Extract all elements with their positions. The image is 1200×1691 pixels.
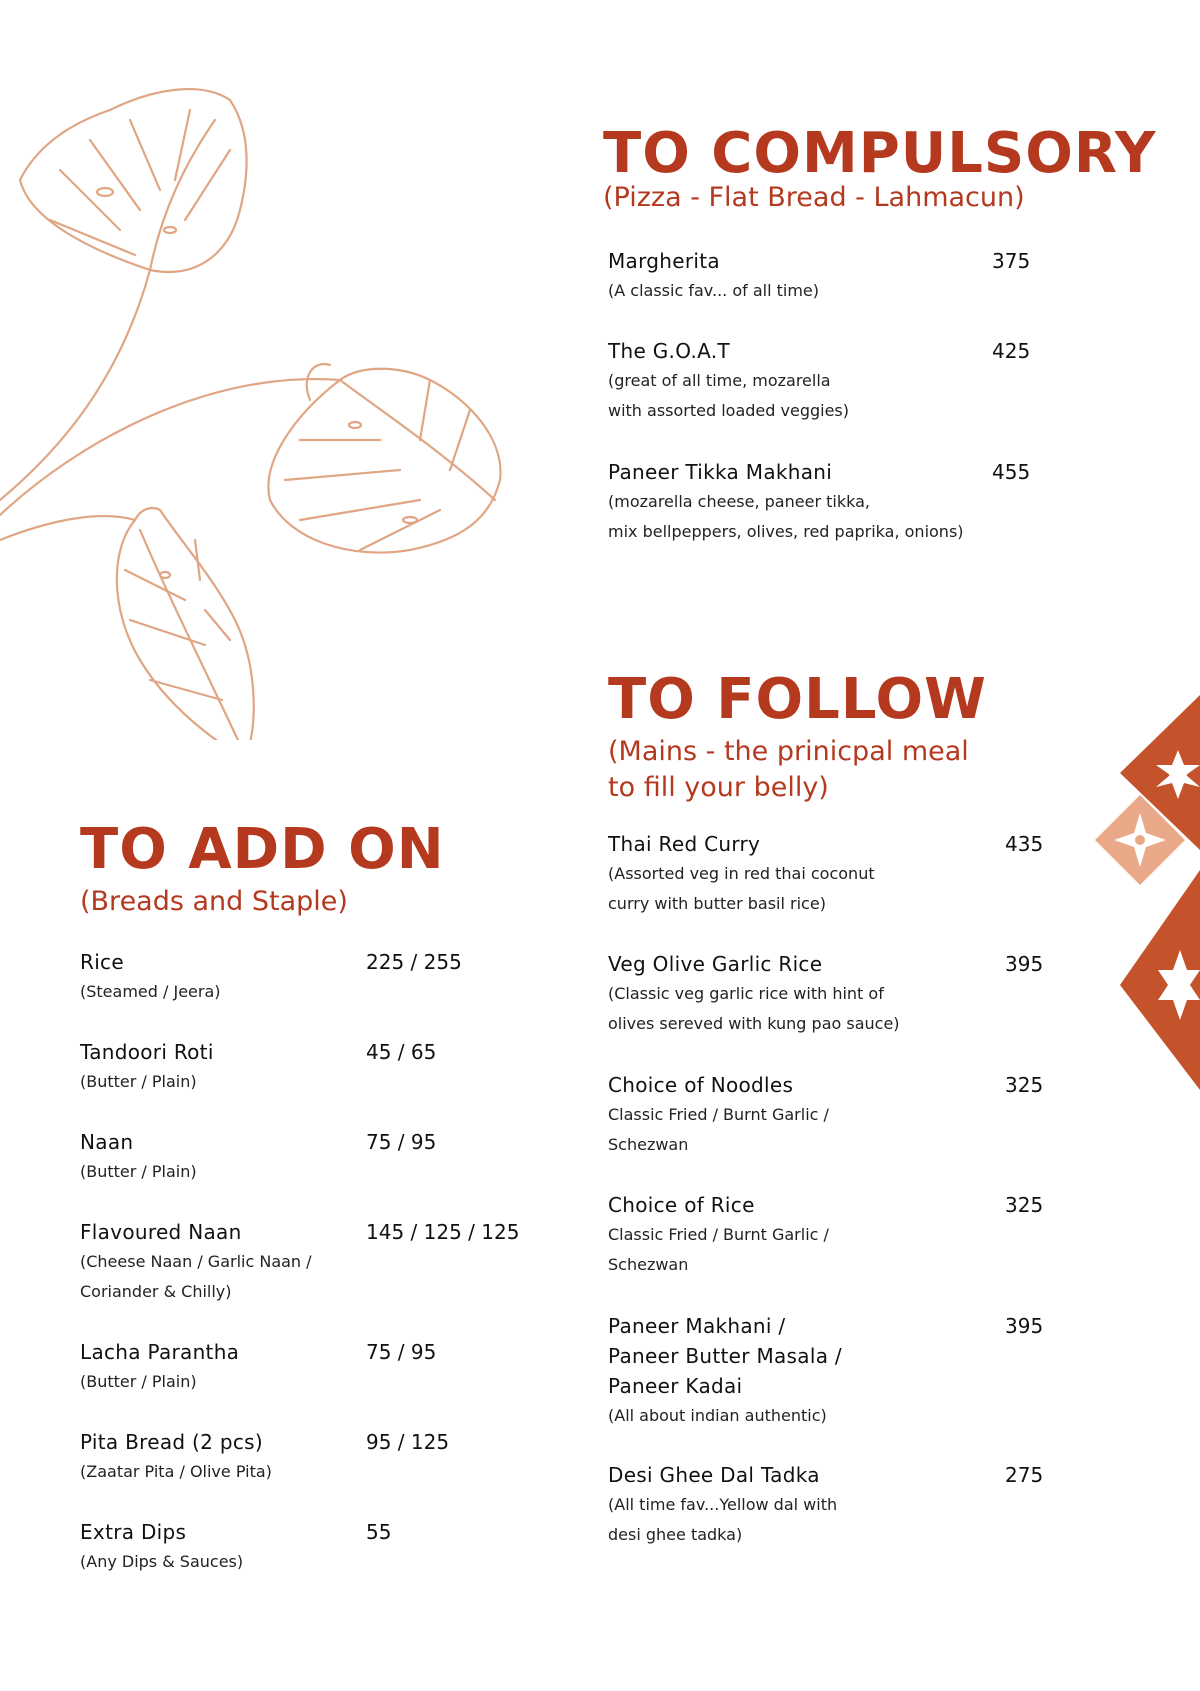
menu-item <box>80 1037 526 1097</box>
menu-item <box>80 1127 526 1187</box>
item-price: 395 <box>1005 952 1044 976</box>
item-description: (Butter / Plain) <box>80 1372 197 1391</box>
menu-item <box>608 1311 1165 1431</box>
section-follow <box>608 668 1028 806</box>
item-name: Naan <box>80 1130 134 1154</box>
item-description: Coriander & Chilly) <box>80 1282 232 1301</box>
section-title: TO COMPULSORY <box>603 121 1157 186</box>
item-name: The G.O.A.T <box>608 339 730 363</box>
item-price: 275 <box>1005 1463 1044 1487</box>
item-price: 145 / 125 / 125 <box>366 1220 520 1244</box>
menu-item <box>608 949 1165 1039</box>
menu-item <box>608 829 1165 919</box>
section-subtitle-line-1: (Mains - the prinicpal meal <box>608 736 969 767</box>
item-description: Schezwan <box>608 1255 689 1274</box>
item-description: (Zaatar Pita / Olive Pita) <box>80 1462 272 1481</box>
item-description: (great of all time, mozarella <box>608 371 831 390</box>
item-description: (Classic veg garlic rice with hint of <box>608 984 884 1003</box>
menu-item <box>80 1517 526 1577</box>
section-compulsory <box>603 121 1157 216</box>
item-description: with assorted loaded veggies) <box>608 401 850 420</box>
section-title: TO ADD ON <box>80 817 445 882</box>
item-description: (Butter / Plain) <box>80 1162 197 1181</box>
menu-item <box>608 1190 1165 1280</box>
item-name: Paneer Kadai <box>608 1374 743 1398</box>
item-price: 455 <box>992 460 1031 484</box>
item-price: 75 / 95 <box>366 1130 437 1154</box>
item-name: Lacha Parantha <box>80 1340 240 1364</box>
item-price: 325 <box>1005 1073 1044 1097</box>
item-description: mix bellpeppers, olives, red paprika, onions) <box>608 522 964 541</box>
menu-item <box>608 457 1152 547</box>
section-title: TO FOLLOW <box>608 667 987 732</box>
section-subtitle: (Breads and Staple) <box>80 886 348 917</box>
item-description: desi ghee tadka) <box>608 1525 743 1544</box>
menu-item <box>608 1460 1165 1550</box>
item-description: (Cheese Naan / Garlic Naan / <box>80 1252 312 1271</box>
menu-item <box>80 947 526 1007</box>
item-name: Paneer Tikka Makhani <box>608 460 833 484</box>
item-description: Classic Fried / Burnt Garlic / <box>608 1225 829 1244</box>
menu-item <box>80 1217 526 1307</box>
menu-item <box>608 1070 1165 1160</box>
item-price: 395 <box>1005 1314 1044 1338</box>
item-price: 225 / 255 <box>366 950 462 974</box>
item-description: curry with butter basil rice) <box>608 894 826 913</box>
item-description: olives sereved with kung pao sauce) <box>608 1014 900 1033</box>
item-name: Margherita <box>608 249 720 273</box>
item-price: 375 <box>992 249 1031 273</box>
menu-item <box>80 1427 526 1487</box>
menu-item <box>80 1337 526 1397</box>
item-price: 45 / 65 <box>366 1040 437 1064</box>
item-name: Tandoori Roti <box>80 1040 214 1064</box>
item-price: 95 / 125 <box>366 1430 450 1454</box>
section-subtitle: (Pizza - Flat Bread - Lahmacun) <box>603 182 1025 213</box>
menu-item <box>608 246 1152 306</box>
item-description: (Assorted veg in red thai coconut <box>608 864 875 883</box>
item-description: (Any Dips & Sauces) <box>80 1552 244 1571</box>
item-name: Veg Olive Garlic Rice <box>608 952 823 976</box>
item-name: Thai Red Curry <box>608 832 761 856</box>
item-description: (mozarella cheese, paneer tikka, <box>608 492 870 511</box>
section-addon <box>80 818 540 920</box>
item-name: Choice of Noodles <box>608 1073 794 1097</box>
item-description: (Butter / Plain) <box>80 1072 197 1091</box>
item-price: 325 <box>1005 1193 1044 1217</box>
section-subtitle-line-2: to fill your belly) <box>608 772 829 803</box>
item-description: (Steamed / Jeera) <box>80 982 221 1001</box>
item-name: Rice <box>80 950 124 974</box>
item-description: (A classic fav... of all time) <box>608 281 820 300</box>
item-description: Schezwan <box>608 1135 689 1154</box>
item-name: Desi Ghee Dal Tadka <box>608 1463 820 1487</box>
item-price: 435 <box>1005 832 1044 856</box>
item-price: 425 <box>992 339 1031 363</box>
monstera-leaves-illustration <box>0 80 530 740</box>
item-description: Classic Fried / Burnt Garlic / <box>608 1105 829 1124</box>
item-name: Pita Bread (2 pcs) <box>80 1430 263 1454</box>
item-price: 55 <box>366 1520 392 1544</box>
item-price: 75 / 95 <box>366 1340 437 1364</box>
item-name: Flavoured Naan <box>80 1220 242 1244</box>
item-name: Choice of Rice <box>608 1193 755 1217</box>
item-description: (All time fav...Yellow dal with <box>608 1495 838 1514</box>
item-description: (All about indian authentic) <box>608 1406 827 1425</box>
menu-item <box>608 336 1152 426</box>
item-name: Extra Dips <box>80 1520 187 1544</box>
item-name: Paneer Makhani / <box>608 1314 786 1338</box>
item-name: Paneer Butter Masala / <box>608 1344 842 1368</box>
